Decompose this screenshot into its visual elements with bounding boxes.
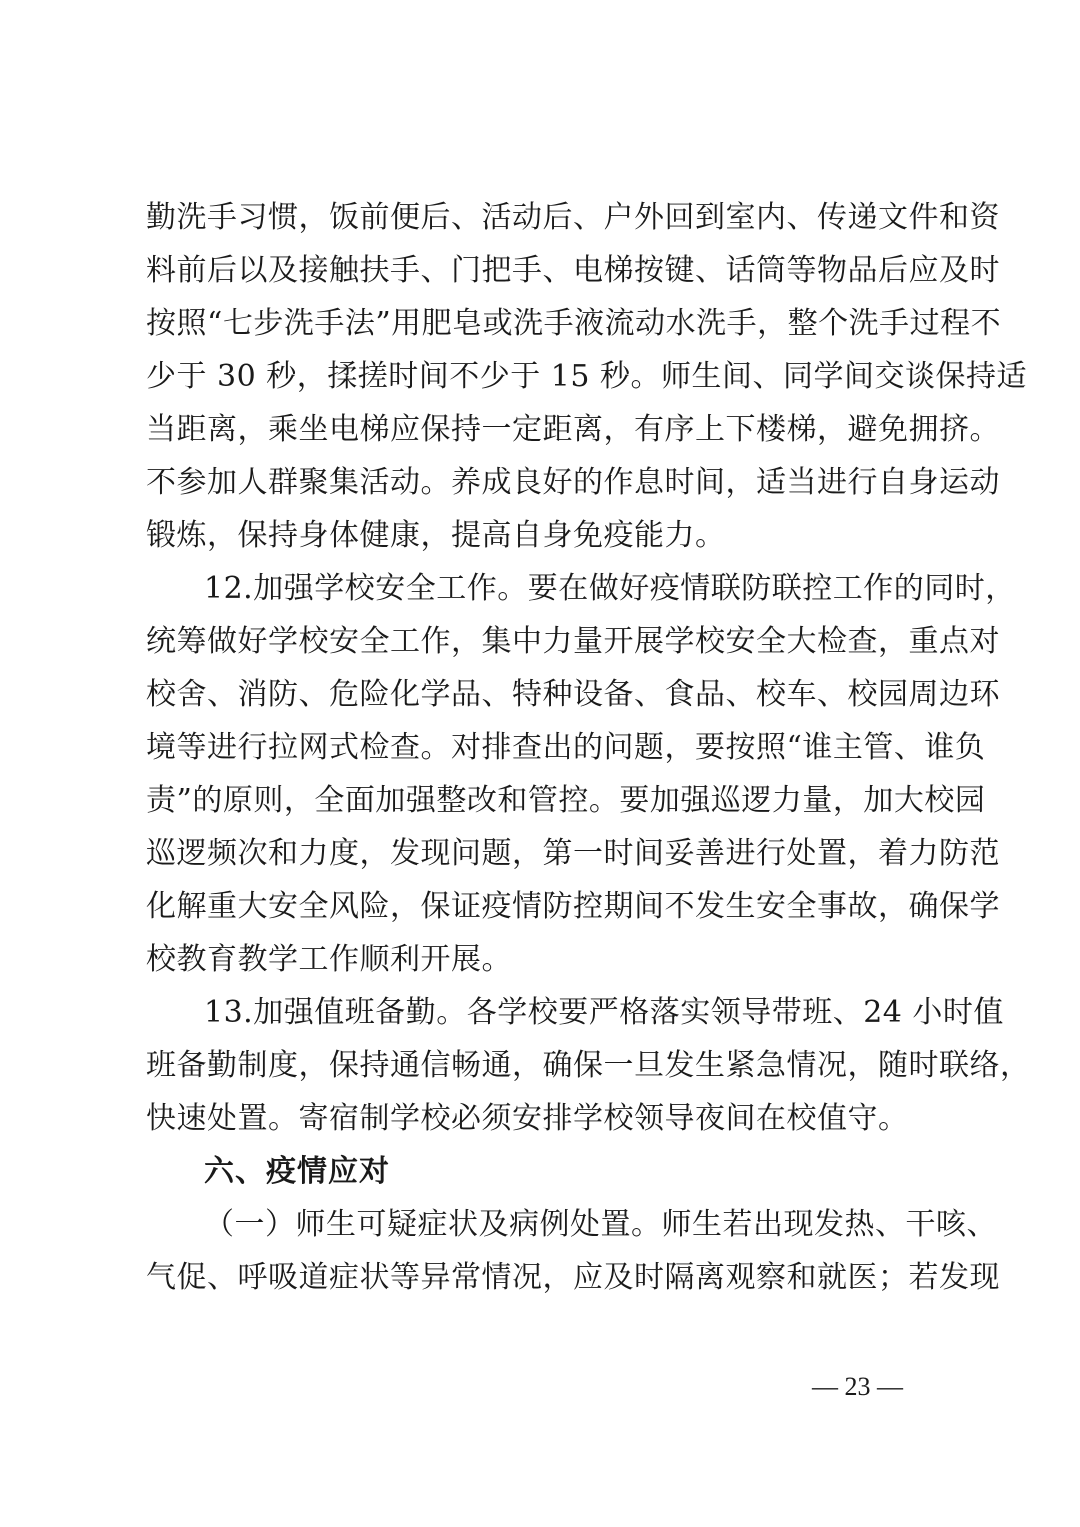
- text-line: 料前后以及接触扶手、门把手、电梯按键、话筒等物品后应及时: [146, 253, 1000, 288]
- document-body: [146, 191, 1031, 1304]
- text-line: 按照“七步洗手法”用肥皂或洗手液流动水洗手，整个洗手过程不: [146, 306, 1002, 341]
- text-line: 统筹做好学校安全工作，集中力量开展学校安全大检查，重点对: [146, 624, 1000, 659]
- text-line: 不参加人群聚集活动。养成良好的作息时间，适当进行自身运动: [146, 465, 1000, 500]
- text-line: 校教育教学工作顺利开展。: [146, 942, 512, 977]
- section-heading: 六、疫情应对: [204, 1154, 390, 1189]
- text-line: 校舍、消防、危险化学品、特种设备、食品、校车、校园周边环: [146, 677, 1000, 712]
- page-number: — 23 —: [812, 1372, 903, 1401]
- text-line: 13.加强值班备勤。各学校要严格落实领导带班、24 小时值: [204, 995, 1004, 1030]
- text-line: 勤洗手习惯，饭前便后、活动后、户外回到室内、传递文件和资: [146, 200, 1000, 235]
- text-line: 快速处置。寄宿制学校必须安排学校领导夜间在校值守。: [146, 1101, 909, 1136]
- text-line: （一）师生可疑症状及病例处置。师生若出现发热、干咳、: [204, 1207, 997, 1242]
- text-line: 少于 30 秒，揉搓时间不少于 15 秒。师生间、同学间交谈保持适: [146, 359, 1027, 394]
- text-line: 境等进行拉网式检查。对排查出的问题，要按照“谁主管、谁负: [146, 730, 986, 765]
- text-line: 责”的原则，全面加强整改和管控。要加强巡逻力量，加大校园: [146, 783, 986, 818]
- text-line: 锻炼，保持身体健康，提高自身免疫能力。: [146, 518, 726, 553]
- text-line: 巡逻频次和力度，发现问题，第一时间妥善进行处置，着力防范: [146, 836, 1000, 871]
- text-line: 班备勤制度，保持通信畅通，确保一旦发生紧急情况，随时联络，: [146, 1048, 1031, 1083]
- text-line: 化解重大安全风险，保证疫情防控期间不发生安全事故，确保学: [146, 889, 1000, 924]
- text-line: 12.加强学校安全工作。要在做好疫情联防联控工作的同时，: [204, 571, 1016, 606]
- text-line: 气促、呼吸道症状等异常情况，应及时隔离观察和就医；若发现: [146, 1260, 1000, 1295]
- text-line: 当距离，乘坐电梯应保持一定距离，有序上下楼梯，避免拥挤。: [146, 412, 1000, 447]
